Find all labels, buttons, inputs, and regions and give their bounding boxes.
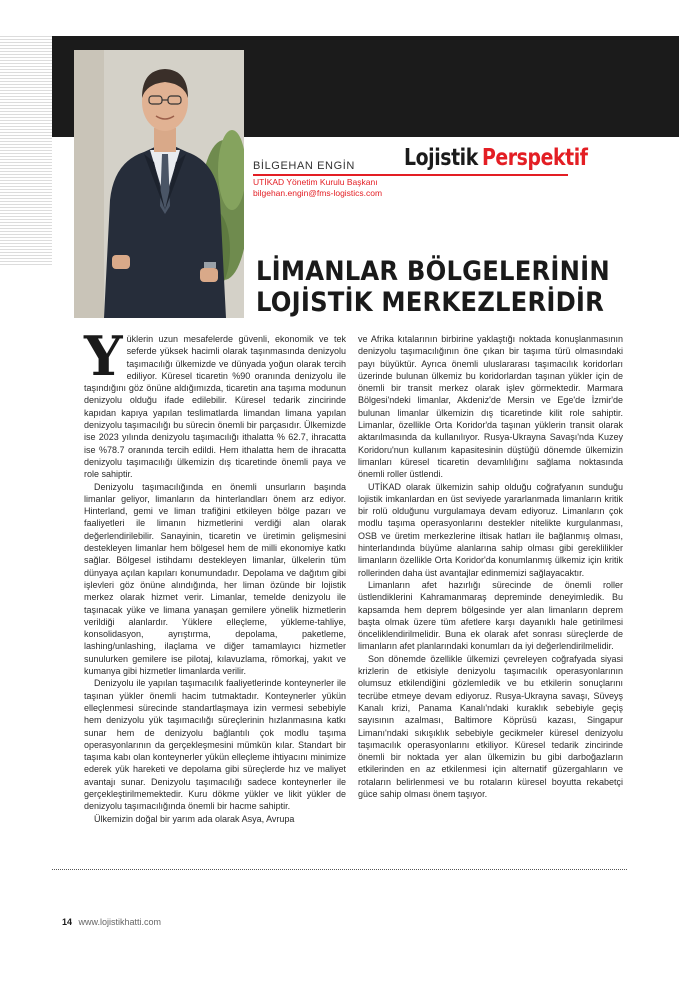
paragraph-text: üklerin uzun mesafelerde güvenli, ekonomik ve tek seferde yüksek hacimli olarak taşınmasında denizyolu taşımacılığı ülkemizde ve dünyada yoğun olarak tercih ediliyor. Küresel ticaretin %90 oranında denizyolu ile taşındığını göz önüne aldığımızda, ticaretin ana taşıma modunun denizyolu olduğu ifade edilebilir. Küresel tedarik zincirinde kapıdan kapıya yapılan teslimatlarda limandan limana yapılan denizyolu taşımacılığı bu sürecin önemli bir parçasıdır. Ülkemizde ise 2023 yılında denizyolu taşımacılığı ithalatta % 62.7, ihracatta ise %78.7 oranında tercih edildi. Hem ithalatta hem de ihracatta denizyolu taşımacılığı ülkemizin dış ticaretinde önemli paya ve role sahiptir.	[84, 334, 346, 480]
author-divider	[253, 174, 568, 176]
footer-url[interactable]: www.lojistikhatti.com	[78, 917, 162, 927]
column-title	[404, 135, 611, 171]
article-column-2	[358, 333, 623, 800]
page-number: 14	[62, 917, 73, 927]
author-name: BİLGEHAN ENGİN	[253, 160, 355, 172]
paragraph: Denizyolu taşımacılığında en önemli unsurların başında limanlar geliyor, limanların da hinterlandları önem arz ediyor. Hinterland, gemi ve liman trafiğini etkileyen bölge pazarı ve faaliyetleri ile limanın hizmetlerini verdiği alan olarak değerlendirilebilir. Sanayinin, ticaretin ve üretimin gelişmesini destekleyen limanlar hem bölgesel hem de milli ekonomiye katkı sağlar. Bölgesel istihdamı destekleyen limanlar, ülkelerin tüm dünyaya açılan kapıları konumundadır. Depolama ve dağıtım gibi işlevleri göz önüne alındığında, her liman özünde bir lojistik merkez olarak hizmet verir. Limanlar, temelde denizyolu ile taşınacak yüke ve limana yanaşan gemilere yönelik hizmetlerin verildiği alanlardır. Yüklere elleçleme, yükleme-tahliye, konsolidasyon, ayrıştırma, depolama, paketleme, lashing/unlashing, ilaçlama ve diğer tamamlayıcı hizmetler sunulurken gemilere ise pilotaj, kılavuzlama, römorkaj, yakıt ve kumanya gibi hizmetler limanlarda verilir.	[84, 481, 346, 677]
author-email[interactable]: bilgehan.engin@fms-logistics.com	[253, 188, 383, 198]
column-title-word2: Perspektif	[482, 145, 588, 171]
paragraph: Ülkemizin doğal bir yarım ada olarak Asya, Avrupa	[94, 813, 295, 824]
paragraph: Denizyolu ile yapılan taşımacılık faaliyetlerinde konteynerler ile taşınan yükler önemli hacim tutmaktadır. Konteynerler yükün elleçlenmesi sürecinde standartlaşmaya izin vermesi sebebiyle hem denizyolu yük taşımacılığı süreçlerinin hızlanmasına katkı sunar hem de denizyolu bağlantılı çok modlu taşıma operasyonlarının da gerçekleşmesini mümkün kılar. Standart bir taşıma kabı olan konteynerler yükün elleçleme ihtiyacını minimize ederek yük hareketi ve depolama gibi süreçlerde hız ve maliyet avantajı sunar. Denizyolu taşımacılığı sadece konteynerler ile gerçekleştirilmemektedir. Kuru dökme yükler ve likit yükler de denizyolu taşımacılığında önemli bir hacme sahiptir.	[84, 678, 346, 812]
article-column-1	[84, 324, 346, 825]
paragraph: ve Afrika kıtalarının birbirine yaklaştığı noktada konuşlanmasının denizyolu taşımacılığının öne çıkan bir taşıma türü olmasındaki payı büyüktür. Ayrıca önemli uluslararası taşımacılık koridorları üzerinde bulunan ülkemiz bu koridorlardan taşınan yükler için de önemli bir transit merkez olarak işlev görmektedir. Marmara Bölgesi'ndeki limanlar, Akdeniz'de Mersin ve Ege'de İzmir'de bulunan limanlar ülkemizin dış ticaretinde kilit role sahiptir. Limanlar, özellikle Orta Koridor'da taşınan yüklerin transit olarak aktarılmasında da kullanılıyor. Rusya-Ukrayna Savaşı'nda Kuzey Koridoru'nun kullanım kapasitesinin düştüğü dönemde ülkemizin limanları küresel ticaretin devamlılığını sağlama noktasında önemli roller üstlendi.	[358, 334, 623, 480]
column-title-word1: Lojistik	[404, 145, 478, 171]
author-photo	[74, 50, 244, 318]
decorative-stripes	[0, 36, 52, 266]
paragraph: Son dönemde özellikle ülkemizi çevreleyen coğrafyada siyasi krizlerin de etkisiyle denizyolu taşımacılık operasyonlarının olumsuz etkilendiğini gözlemledik ve bu etkilerin sonuçlarını tecrübe etmeye devam ediyoruz. Rusya-Ukrayna savaşı, Süveyş Kanalı krizi, Panama Kanalı'ndaki kuraklık sebebiyle geçiş sayısının azalması, Baltimore Köprüsü kazası, Singapur Limanı'ndaki sıkışıklık sebebiyle gecikmeler küresel denizyolu taşımacılık operasyonlarını etkiliyor. Küresel tedarik zincirinde önemli bir noktada yer alan ülkemizin bu gibi darboğazların etkilerinden en az etkilenmesi için alternatif güzergahların ve rotaların belirlenmesi ve bu rotaların küresel boyutta rekabetçi güce sahip olması önem taşıyor.	[358, 653, 623, 799]
paragraph: UTİKAD olarak ülkemizin sahip olduğu coğrafyanın sunduğu lojistik imkanlardan en üst seviyede yararlanmada limanların kritik bir rolü olduğunu vurgulamaya devam ediyoruz. Limanların çok modlu taşıma operasyonlarını destekler nitelikte kurgulanması, OSB ve üretim merkezlerine iltisak hatları ile bağlanmış olması, hinterlandında büyüme alanlarına sahip olması gibi gereklilikler limanların özellikle Orta Koridor'da konumlanmış ülkemiz için kritik rollerinden daha üst avantajlar edinmemizi sağlayacaktır.	[358, 481, 623, 578]
paragraph	[84, 324, 346, 481]
paragraph: Limanların afet hazırlığı sürecinde de önemli roller üstlendiklerini Kahramanmaraş depreminde deneyimledik. Bu kapsamda hem deprem bölgesinde yer alan limanların deprem başta olmak üzere tüm afetlere karşı dayanıklı hale getirilmesi önceliklendirilmelidir. Buna ek olarak afet sonrası süreçlerde de limanların afet planlarındaki konumları da iyi değerlendirilmelidir.	[358, 579, 623, 652]
page-footer	[62, 917, 161, 927]
headline-line-1: LİMANLAR BÖLGELERİNİN	[256, 256, 610, 287]
drop-cap: Y	[84, 324, 123, 388]
footer-divider	[52, 869, 627, 870]
headline-line-2: LOJİSTİK MERKEZLERİDİR	[256, 287, 605, 318]
article-headline	[256, 256, 626, 318]
author-title: UTİKAD Yönetim Kurulu Başkanı	[253, 177, 378, 187]
